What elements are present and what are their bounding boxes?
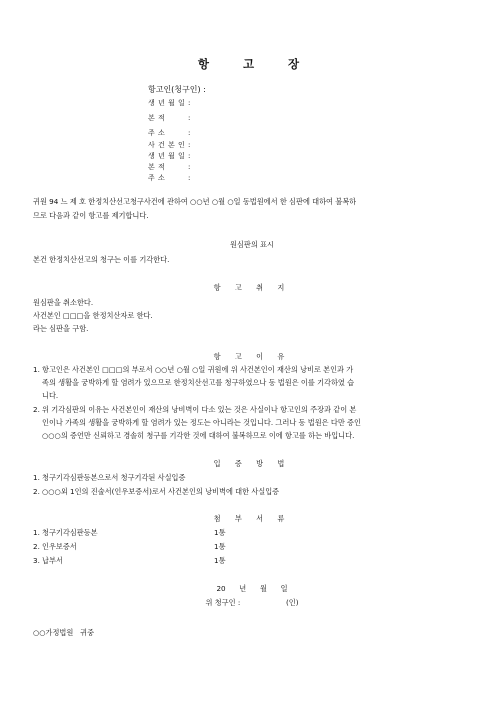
appeal-purpose-line: 원심판을 취소한다. (33, 298, 94, 307)
field-value: : (188, 141, 191, 149)
attachment-qty: 1통 (214, 556, 226, 565)
attachment-item (33, 542, 77, 552)
appellant-birthdate-row (148, 98, 190, 108)
intro-line-1: 귀원 94 느 제 호 한정치산선고청구사건에 관하여 ○○년 ○월 ○일 동법원에서 한 심판에 대하여 불복하 (33, 197, 357, 206)
list-number: 1. (33, 365, 40, 374)
original-ruling-title: 원심판의 표시 (230, 240, 274, 249)
reason-item-2 (33, 405, 356, 415)
attachment-item (33, 556, 63, 566)
attachment-name: 납부서 (42, 556, 63, 565)
list-text: 위 기각심판의 이유는 사건본인이 재산의 낭비벽이 다소 있는 것은 사실이나 항고인의 주장과 같이 본 (42, 405, 357, 414)
list-number: 1. (33, 473, 40, 482)
appellant-signature: 위 청구인 : (인) (205, 598, 299, 607)
evidence-title: 입 증 방 법 (213, 459, 291, 468)
list-number: 2. (33, 405, 40, 414)
list-number: 3. (33, 556, 40, 565)
field-value: : (188, 174, 191, 182)
document-title: 항 고 장 (197, 57, 315, 71)
list-number: 2. (33, 487, 40, 496)
attachment-name: 청구기각심판등본 (42, 528, 98, 537)
subject-person-row (148, 140, 190, 150)
intro-line-2: 므로 다음과 같이 항고를 제기합니다. (33, 211, 149, 220)
subject-domicile-row (148, 162, 190, 172)
attachment-qty: 1통 (214, 528, 226, 537)
subject-birthdate-row (148, 151, 190, 161)
subject-address-row (148, 173, 190, 183)
evidence-item (33, 487, 279, 497)
field-label: 사 건 본 인 (148, 141, 186, 149)
attachment-name: 인우보증서 (42, 542, 77, 551)
appellant-domicile-row (148, 113, 190, 123)
filing-date: 20 년 월 일 (216, 584, 288, 593)
field-label: 주 소 (148, 174, 166, 182)
list-number: 1. (33, 528, 40, 537)
court-addressee: ○○가정법원 귀중 (33, 628, 95, 637)
original-ruling-text: 본건 한정치산선고의 청구는 이를 기각한다. (33, 255, 170, 264)
attachment-item (33, 528, 98, 538)
field-label: 본 적 (148, 163, 166, 171)
field-label: 생 년 월 일 (148, 99, 186, 107)
field-label: 생 년 월 일 (148, 152, 186, 160)
reason-item-2-continued: ○○○의 증언만 신뢰하고 경솔히 청구를 기각한 것에 대하여 불복하므로 이에 항고를 하는 바입니다. (42, 431, 355, 440)
list-text: 청구기각심판등본으로서 청구기각된 사실입증 (42, 473, 186, 482)
reason-item-1-continued: 족의 생활을 궁박하게 할 염려가 있으므로 한정치산선고를 청구하였으나 동 법원은 이를 기각하였 습 (42, 378, 355, 387)
appeal-purpose-line: 라는 심판을 구함. (33, 324, 89, 333)
reason-item-1-continued: 니다. (42, 391, 59, 400)
attachments-title: 첨 부 서 류 (213, 514, 291, 523)
field-value: : (188, 163, 191, 171)
field-value: : (188, 129, 191, 137)
field-label: 주 소 (148, 129, 166, 137)
appeal-purpose-line: 사건본인 □□□을 한정치산자로 한다. (33, 311, 153, 320)
appeal-reasons-title: 항 고 이 유 (213, 352, 291, 361)
reason-item-1 (33, 365, 353, 375)
evidence-item (33, 473, 185, 483)
appeal-purpose-title: 항 고 취 지 (213, 283, 291, 292)
list-text: 항고인은 사건본인 □□□의 부로서 ○○년 ○월 ○일 귀원에 위 사건본인이 재산의 낭비로 본인과 가 (42, 365, 354, 374)
appellant-address-row (148, 128, 190, 138)
reason-item-2-continued: 인이나 가족의 생활을 궁박하게 할 염려가 있는 정도는 아니라는 것입니다. 그러나 동 법원은 다만 증인 (42, 418, 361, 427)
field-value: : (188, 114, 191, 122)
list-number: 2. (33, 542, 40, 551)
field-label: 본 적 (148, 114, 166, 122)
list-text: ○○○외 1인의 진술서(인우보증서)로서 사건본인의 낭비벽에 대한 사실입증 (42, 487, 280, 496)
appellant-header: 항고인(청구인) : (148, 85, 206, 94)
field-value: : (188, 99, 191, 107)
attachment-qty: 1통 (214, 542, 226, 551)
field-value: : (188, 152, 191, 160)
